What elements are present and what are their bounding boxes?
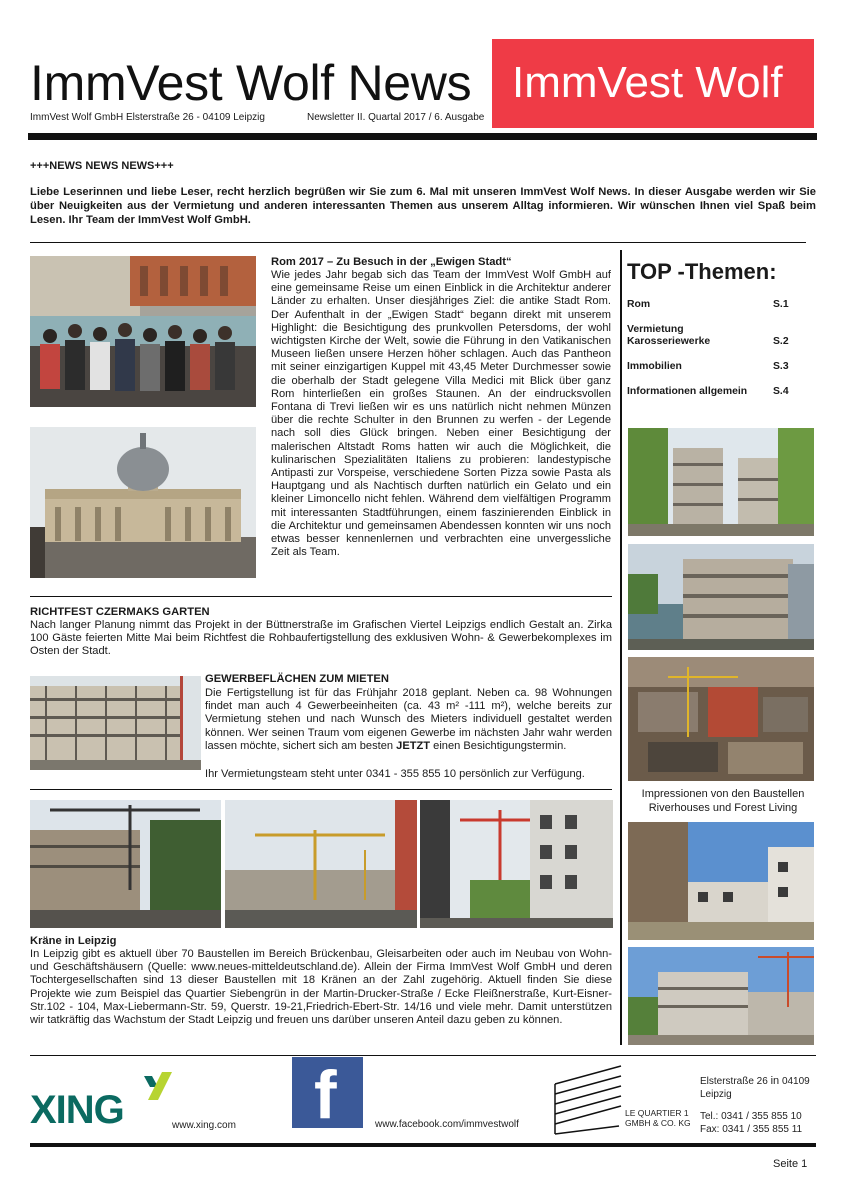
sidebar-divider [620, 250, 622, 1045]
intro-text: Liebe Leserinnen und liebe Leser, recht herzlich begrüßen wir Sie zum 6. Mal mit unseren ImmVest Wolf News. In dieser Ausgabe werden wir Sie über Neuigkeiten aus der Vermietung und anderen interessanten Themen aus unserem Alltag informieren. Wir wünschen Ihnen viel Spaß beim Lesen. Ihr Team der ImmVest Wolf GmbH. [30, 186, 816, 226]
toc-item-page: S.4 [773, 386, 789, 397]
facebook-url: www.facebook.com/immvestwolf [375, 1119, 519, 1130]
sidebar-photo-site-aerial [628, 657, 814, 781]
toc-item-vermietung[interactable] [627, 322, 797, 360]
quartier-line1: LE QUARTIER 1 [625, 1108, 689, 1118]
footer-address [700, 1075, 825, 1136]
issue-info: Newsletter II. Quartal 2017 / 6. Ausgabe [307, 112, 485, 123]
top-themes-list [627, 296, 797, 407]
toc-item-page: S.3 [773, 361, 789, 372]
xing-logo: XING [30, 1088, 124, 1132]
photo-crane-2 [225, 800, 417, 928]
address-street: Elsterstraße 26 [700, 1076, 768, 1087]
toc-item-rom[interactable] [627, 296, 797, 322]
toc-item-label: Rom [627, 299, 651, 310]
photo-crane-1 [30, 800, 221, 928]
kraene-heading: Kräne in Leipzig [30, 935, 117, 947]
gewerbe-emphasis: JETZT [396, 739, 431, 752]
team-photo-trevi [30, 256, 256, 407]
top-themes-title: TOP -Themen: [627, 259, 777, 284]
rom-text: Wie jedes Jahr begab sich das Team der ImmVest Wolf GmbH auf eine gemeinsame Reise um einen Einblick in die Architektur anderer Länder zu erhalten. Unser diesjähriges Ziel: die antike Stadt Rom. Der Aufenthalt in der „Ewigen Stadt“ begann direkt mit unserem Highlight: die Besichtigung des prunkvollen Petersdoms, der wohl wichtigsten Kirche der Welt, sowie die Führung in den Vatikanischen Museen ließen unsere Herzen höher schlagen. Auch das Pantheon mit seiner einzigartigen Kuppel mit 43,45 Meter Durchmesser sowie die oberhalb der Stadt gelegene Villa Medici mit Blick über ganz Rom hinterließen ein großes Staunen. An der eindrucksvollen Fontana di Trevi ließen wir es uns natürlich nicht nehmen Münzen über die rechte Schulter in den Brunnen zu werfen - der Legende nach soll dies Glück bringen. Neben einer Besichtigung der malerischen Altstadt Roms hatten wir auch die Möglichkeit, die kulinarischen Spezialitäten Italiens zu probieren: landestypische Antipasti zur Vorspeise, verschiedene Sorten Pizza sowie Pasta als Hauptgang und als Nachtisch durften natürlich ein Gelato und ein kleiner Limoncello nicht fehlen. Während dem vielfältigen Programm mit interessanten Stadtführungen, einem faszinierenden Einblick in die Architektur und gemeinsamen Abendessen konnten wir uns noch etwas besser kennenlernen und verbrachten eine unvergessliche Zeit als Team. [271, 269, 611, 559]
facebook-icon [292, 1057, 363, 1133]
toc-item-page: S.1 [773, 299, 789, 310]
address-tel: Tel.: 0341 / 355 855 10 [700, 1111, 802, 1122]
toc-item-page: S.2 [773, 336, 789, 347]
address-fax: Fax: 0341 / 355 855 11 [700, 1124, 803, 1135]
news-kicker: +++NEWS NEWS NEWS+++ [30, 160, 174, 172]
rom-divider [30, 596, 612, 597]
brand-logo-text: ImmVest Wolf [512, 58, 783, 107]
gewerbe-text-part1: Die Fertigstellung ist für das Frühjahr 2018 geplant. Neben ca. 98 Wohnungen findet man auch 4 Gewerbeeinheiten (ca. 43 m² -111 m²), welche bereits zur Vermietung stehen und nach Wunsch des Mieters individuell gestaltet werden können. Wer seinen Traum vom eigenen Gewerbe im nächsten Jahr wahr werden lassen möchte, sichert sich am besten [205, 687, 612, 752]
gewerbe-text [205, 687, 612, 753]
xing-url: www.xing.com [172, 1120, 236, 1131]
richtfest-heading: RICHTFEST CZERMAKS GARTEN [30, 606, 210, 618]
photo-czermaks-garten [30, 676, 201, 770]
toc-item-label: Immobilien [627, 361, 682, 372]
toc-item-immobilien[interactable] [627, 360, 797, 385]
toc-item-label: Informationen allgemein [627, 386, 748, 397]
address-zip: 04109 [781, 1076, 810, 1087]
address-city: Leipzig [700, 1089, 732, 1100]
masthead-title: ImmVest Wolf News [30, 55, 472, 111]
gewerbe-divider [30, 789, 612, 790]
sidebar-photo-site-1 [628, 428, 814, 536]
xing-x-icon [136, 1070, 176, 1114]
richtfest-text: Nach langer Planung nimmt das Projekt in der Büttnerstraße im Grafischen Viertel Leipzigs endlich Gestalt an. Zirka 100 Gäste feierten Mitte Mai beim Richtfest die Rohbaufertigstellung des exklusiven Wohn- & Gewerbekomplexes im Osten der Stadt. [30, 619, 612, 658]
sidebar-photo-site-4 [628, 947, 814, 1045]
quartier-logo [553, 1064, 693, 1136]
masthead-rule [28, 133, 817, 140]
sidebar-photo-site-2 [628, 544, 814, 650]
footer-bottom-rule [30, 1143, 816, 1147]
facebook-letter: f [314, 1057, 337, 1133]
toc-item-label: Vermietung Karosseriewerke [627, 324, 711, 347]
sidebar-photo-site-3 [628, 822, 814, 940]
xing-link[interactable] [30, 1068, 245, 1138]
brand-logo [492, 39, 814, 128]
intro-divider [30, 242, 806, 243]
toc-item-informationen[interactable] [627, 385, 797, 407]
rom-heading: Rom 2017 – Zu Besuch in der „Ewigen Stadt“ [271, 256, 512, 268]
address-in: in [770, 1075, 780, 1087]
address-street-line [700, 1075, 825, 1088]
sidebar-caption: Impressionen von den Baustellen Riverhouses und Forest Living [641, 788, 805, 814]
quartier-line2: GMBH & CO. KG [625, 1118, 691, 1128]
gewerbe-contact: Ihr Vermietungsteam steht unter 0341 - 355 855 10 persönlich zur Verfügung. [205, 768, 585, 780]
facebook-link[interactable] [292, 1057, 532, 1137]
kraene-text: In Leipzig gibt es aktuell über 70 Baustellen im Bereich Brückenbau, Gleisarbeiten oder auch im Neubau von Wohn- und Geschäftshäusern (Quelle: www.neues-mitteldeutschland.de). Allein der Firma ImmVest Wolf GmbH und deren Tochtergesellschaften sind 13 dieser Baustellen mit 18 Kränen an der Zahl zugehörig. Aktuell finden Sie diese Projekte wie zum Beispiel das Quartier Siebengrün in der Martin-Drucker-Straße / Ecke Fleißnerstraße, Kurt-Eisner-Str.102 - 104, Max-Liebermann-Str. 59, Querstr. 19-21,Friedrich-Ebert-Str. 14/16 und viele mehr. Damit unterstützen wir tatkräftig das Wachstum der Stadt Leipzig und freuen uns darüber unseren Anteil dazu geben zu können. [30, 948, 612, 1027]
masthead-address: ImmVest Wolf GmbH Elsterstraße 26 - 04109 Leipzig [30, 112, 265, 123]
photo-st-peters-basilica [30, 427, 256, 578]
page-number: Seite 1 [773, 1158, 808, 1170]
gewerbe-text-part2: einen Besichtigungstermin. [433, 739, 567, 752]
footer-top-rule [30, 1055, 816, 1056]
photo-crane-3 [420, 800, 613, 928]
quartier-logo-icon [553, 1064, 623, 1136]
gewerbe-heading: GEWERBEFLÄCHEN ZUM MIETEN [205, 673, 389, 685]
